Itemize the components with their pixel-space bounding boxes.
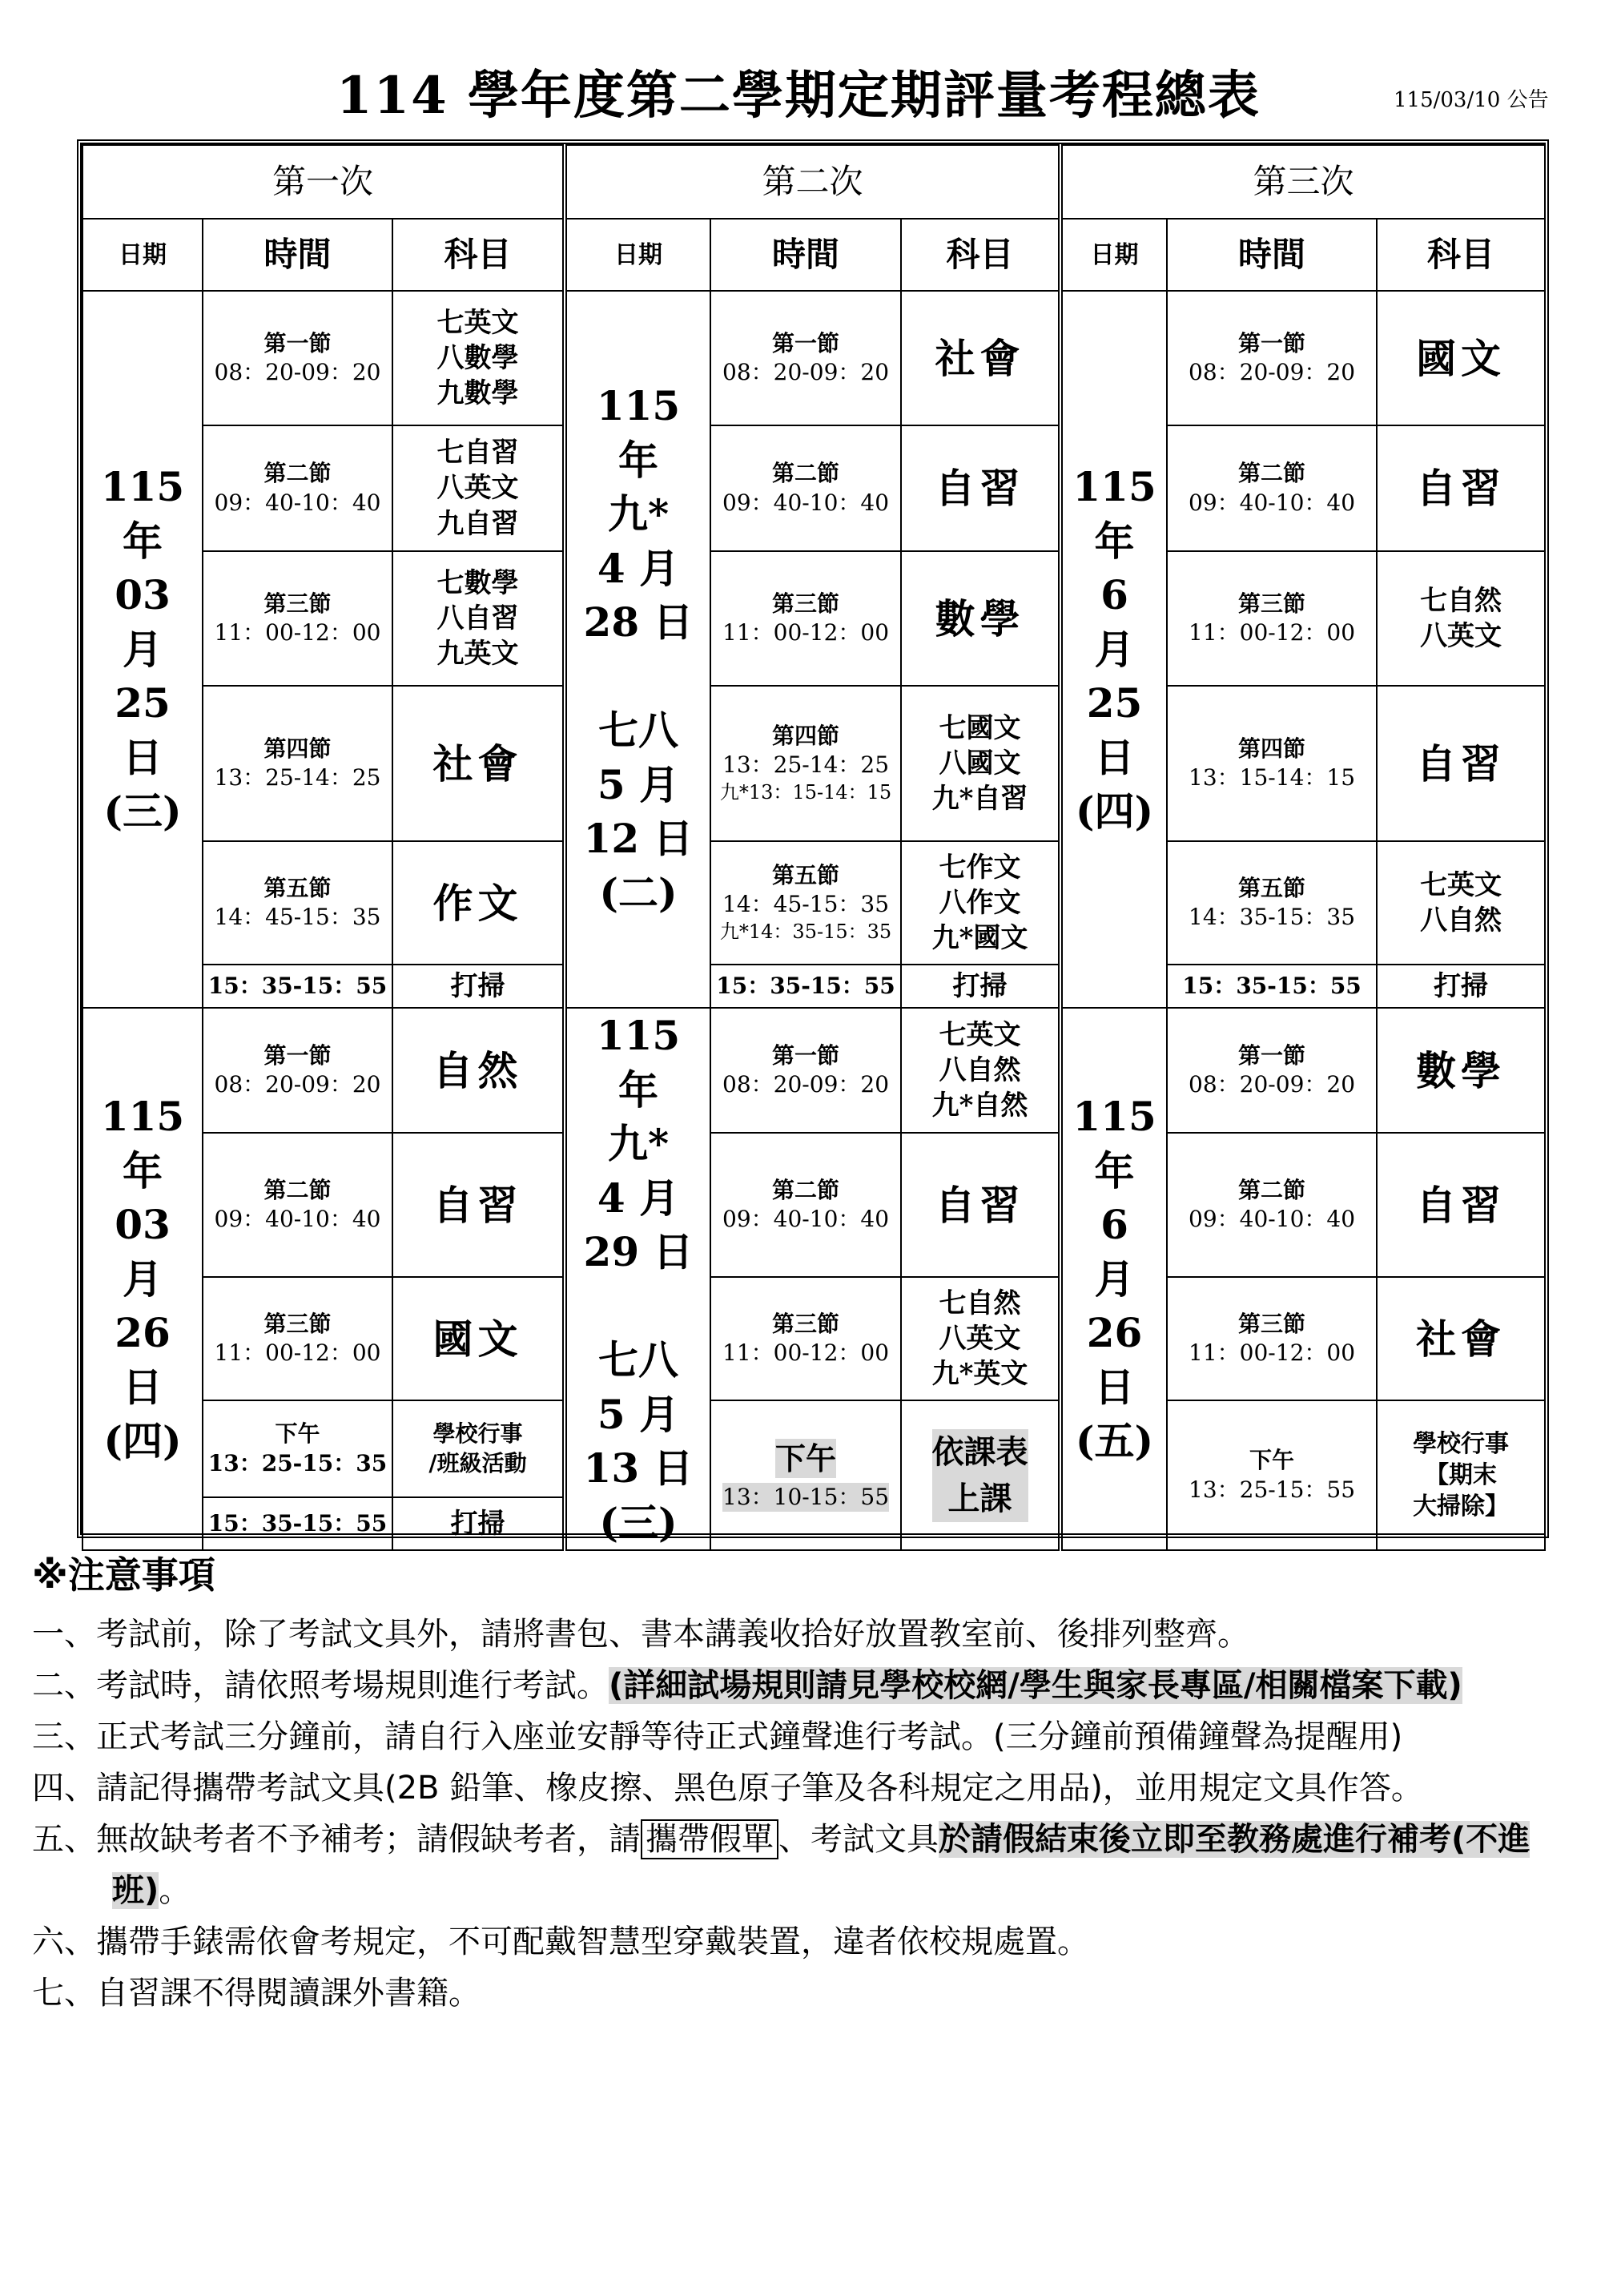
exam-schedule-table — [82, 144, 1546, 1551]
cleaning-time: 15：35-15：55 — [207, 1509, 388, 1537]
period-label: 第五節 — [1238, 874, 1306, 901]
period-label: 第二節 — [263, 460, 332, 487]
time-cell — [1167, 686, 1377, 841]
period-label: 第一節 — [1238, 1041, 1306, 1069]
note-text: 、考試文具 — [778, 1821, 939, 1858]
subject-cell: 七作文 八作文 九*國文 — [901, 841, 1060, 965]
time-cell — [710, 1008, 901, 1133]
note-text: 。 — [159, 1872, 191, 1909]
exam1-header: 第一次 — [82, 145, 565, 219]
period-time: 09：40-10：40 — [214, 489, 381, 516]
period-label: 第二節 — [772, 460, 840, 487]
cleaning-time: 15：35-15：55 — [716, 972, 895, 999]
subject-cell: 打掃 — [392, 1497, 565, 1550]
time-cell — [710, 1133, 901, 1277]
period-time: 13：15-14：15 — [1189, 764, 1356, 791]
subject-cell: 打掃 — [1377, 965, 1545, 1008]
period-label: 第一節 — [772, 1041, 840, 1069]
time-cell — [203, 1400, 392, 1497]
period-time: 09：40-10：40 — [214, 1206, 381, 1232]
subject-cell: 數學 — [901, 551, 1060, 686]
period-label: 第一節 — [263, 1041, 332, 1069]
cleaning-time: 15：35-15：55 — [207, 972, 388, 999]
time-cell — [710, 291, 901, 425]
time-cell — [1167, 551, 1377, 686]
period-time: 09：40-10：40 — [1189, 489, 1356, 516]
period-label: 第二節 — [1238, 460, 1306, 487]
subject-cell — [901, 1400, 1060, 1550]
subject-cell: 自習 — [1377, 1133, 1545, 1277]
period-label: 第一節 — [1238, 329, 1306, 356]
subject-cell: 打掃 — [392, 965, 565, 1008]
period-time: 14：45-15：35 — [214, 904, 381, 930]
subject-cell: 七自然 八英文 — [1377, 551, 1545, 686]
time-cell — [1167, 1008, 1377, 1133]
time-cell — [203, 551, 392, 686]
grade9-period-time: 九*13：15-14：15 — [719, 780, 892, 804]
exam3-day2-date: 115 年 6 月 26 日 (五) — [1060, 1008, 1167, 1550]
period-label: 第三節 — [772, 590, 840, 617]
time-header: 時間 — [710, 219, 901, 291]
period-time: 11：00-12：00 — [214, 619, 381, 646]
subject-cell: 自然 — [392, 1008, 565, 1133]
subject-cell: 七自習 八英文 九自習 — [392, 425, 565, 551]
note-boxed: 攜帶假單 — [641, 1819, 778, 1859]
period-time: 11：00-12：00 — [722, 1339, 890, 1366]
afternoon-label: 下午 — [775, 1439, 836, 1478]
subject-cell: 數學 — [1377, 1008, 1545, 1133]
subject-cell: 打掃 — [901, 965, 1060, 1008]
time-cell — [710, 425, 901, 551]
time-cell — [203, 291, 392, 425]
subject-cell: 自習 — [1377, 425, 1545, 551]
time-cell — [1167, 291, 1377, 425]
period-label: 第二節 — [263, 1176, 332, 1203]
subject-cell: 社會 — [392, 686, 565, 841]
period-time: 08：20-09：20 — [214, 359, 381, 385]
period-time: 13：25-14：25 — [722, 751, 890, 779]
time-cell — [203, 1008, 392, 1133]
time-cell — [203, 841, 392, 965]
time-cell — [710, 1400, 901, 1550]
subject-cell: 自習 — [1377, 686, 1545, 841]
time-header: 時間 — [203, 219, 392, 291]
period-label: 第四節 — [1238, 735, 1306, 762]
exam1-day1-date: 115 年 03 月 25 日 (三) — [82, 291, 203, 1008]
period-time: 14：35-15：35 — [1189, 904, 1356, 930]
time-cell — [710, 551, 901, 686]
note-item — [32, 1660, 1602, 1711]
subject-cell: 國文 — [392, 1277, 565, 1400]
period-time: 13：25-15：35 — [207, 1449, 388, 1476]
time-cell — [203, 1277, 392, 1400]
subject-cell: 學校行事 【期末 大掃除】 — [1377, 1400, 1545, 1550]
subject-cell: 七國文 八國文 九*自習 — [901, 686, 1060, 841]
period-time: 11：00-12：00 — [1189, 619, 1356, 646]
subject-header: 科目 — [901, 219, 1060, 291]
subject-cell: 社會 — [1377, 1277, 1545, 1400]
subject-cell: 七英文 八自然 九*自然 — [901, 1008, 1060, 1133]
period-time: 08：20-09：20 — [1189, 359, 1356, 385]
subject-cell: 自習 — [901, 1133, 1060, 1277]
period-time: 14：45-15：35 — [722, 891, 890, 918]
period-label: 第二節 — [1238, 1176, 1306, 1203]
note-item: 六、攜帶手錶需依會考規定，不可配戴智慧型穿戴裝置，違者依校規處置。 — [32, 1923, 1089, 1960]
cleaning-time: 15：35-15：55 — [1182, 972, 1362, 999]
subject-cell: 學校行事 /班級活動 — [392, 1400, 565, 1497]
period-time: 11：00-12：00 — [722, 619, 890, 646]
subject-cell: 七自然 八英文 九*英文 — [901, 1277, 1060, 1400]
time-cell — [1167, 1277, 1377, 1400]
period-time: 13：10-15：55 — [722, 1483, 889, 1512]
subject-cell: 七英文 八自然 — [1377, 841, 1545, 965]
date-header: 日期 — [565, 219, 710, 291]
period-time: 09：40-10：40 — [722, 1206, 890, 1232]
period-label: 第三節 — [263, 590, 332, 617]
page-title: 114 學年度第二學期定期評量考程總表 — [336, 66, 1261, 126]
period-time: 08：20-09：20 — [722, 1071, 890, 1098]
subject-cell: 自習 — [901, 425, 1060, 551]
subject-cell: 作文 — [392, 841, 565, 965]
note-item: 一、考試前，除了考試文具外，請將書包、書本講義收拾好放置教室前、後排列整齊。 — [32, 1616, 1249, 1653]
exam2-day2-date: 115 年 九* 4 月 29 日 七八 5 月 13 日 (三) — [565, 1008, 710, 1550]
note-text: 二、考試時，請依照考場規則進行考試。 — [32, 1667, 609, 1704]
time-header: 時間 — [1167, 219, 1377, 291]
period-time: 11：00-12：00 — [1189, 1339, 1356, 1366]
period-time: 08：20-09：20 — [722, 359, 890, 385]
note-highlight: 於請假結束後立即至教務處進行補考(不進班) — [112, 1821, 1530, 1909]
period-time: 09：40-10：40 — [722, 489, 890, 516]
period-label: 第一節 — [263, 329, 332, 356]
time-cell — [710, 1277, 901, 1400]
exam2-day1-date: 115 年 九* 4 月 28 日 七八 5 月 12 日 (二) — [565, 291, 710, 1008]
period-label: 第三節 — [1238, 590, 1306, 617]
subject-cell: 自習 — [392, 1133, 565, 1277]
period-time: 11：00-12：00 — [214, 1339, 381, 1366]
period-label: 第五節 — [263, 874, 332, 901]
note-item: 三、正式考試三分鐘前，請自行入座並安靜等待正式鐘聲進行考試。(三分鐘前預備鐘聲為提醒用) — [32, 1718, 1403, 1755]
period-label: 第三節 — [1238, 1310, 1306, 1337]
note-item: 四、請記得攜帶考試文具(2B 鉛筆、橡皮擦、黑色原子筆及各科規定之用品)，並用規定文具作答。 — [32, 1770, 1423, 1807]
period-label: 第三節 — [263, 1310, 332, 1337]
time-cell — [203, 1133, 392, 1277]
date-header: 日期 — [1060, 219, 1167, 291]
period-label: 第五節 — [772, 862, 840, 889]
period-label: 第二節 — [772, 1176, 840, 1203]
notes-section — [32, 1546, 1602, 2019]
subject-cell: 七英文 八數學 九數學 — [392, 291, 565, 425]
exam3-day1-date: 115 年 6 月 25 日 (四) — [1060, 291, 1167, 1008]
time-cell — [1167, 1133, 1377, 1277]
period-time: 13：25-14：25 — [214, 764, 381, 791]
period-label: 第三節 — [772, 1310, 840, 1337]
afternoon-label: 下午 — [1249, 1447, 1295, 1474]
period-label: 第四節 — [263, 735, 332, 762]
exam2-header: 第二次 — [565, 145, 1060, 219]
time-cell — [1167, 841, 1377, 965]
date-header: 日期 — [82, 219, 203, 291]
time-cell — [203, 686, 392, 841]
period-time: 08：20-09：20 — [1189, 1071, 1356, 1098]
period-label: 第四節 — [772, 723, 840, 750]
subject-header: 科目 — [1377, 219, 1545, 291]
time-cell — [1167, 1400, 1377, 1550]
period-time: 08：20-09：20 — [214, 1071, 381, 1098]
subject-cell: 七數學 八自習 九英文 — [392, 551, 565, 686]
exam1-day2-date: 115 年 03 月 26 日 (四) — [82, 1008, 203, 1550]
time-cell — [710, 841, 901, 965]
time-cell — [710, 686, 901, 841]
period-label: 第一節 — [772, 329, 840, 356]
note-highlight: (詳細試場規則請見學校校網/學生與家長專區/相關檔案下載) — [609, 1667, 1462, 1704]
subject-cell: 國文 — [1377, 291, 1545, 425]
exam3-header: 第三次 — [1060, 145, 1545, 219]
period-time: 13：25-15：55 — [1189, 1476, 1356, 1503]
note-item — [32, 1814, 1602, 1916]
note-text: 五、無故缺考者不予補考；請假缺考者，請 — [32, 1821, 641, 1858]
notes-title: ※注意事項 — [32, 1553, 215, 1597]
grade9-period-time: 九*14：35-15：35 — [719, 920, 892, 943]
time-cell — [1167, 425, 1377, 551]
note-item: 七、自習課不得閱讀課外書籍。 — [32, 1975, 481, 2012]
subject-text: 依課表 上課 — [932, 1429, 1028, 1522]
period-time: 09：40-10：40 — [1189, 1206, 1356, 1232]
subject-cell: 社會 — [901, 291, 1060, 425]
notice-date: 115/03/10 公告 — [1394, 88, 1549, 112]
time-cell — [203, 425, 392, 551]
afternoon-label: 下午 — [275, 1420, 320, 1448]
subject-header: 科目 — [392, 219, 565, 291]
